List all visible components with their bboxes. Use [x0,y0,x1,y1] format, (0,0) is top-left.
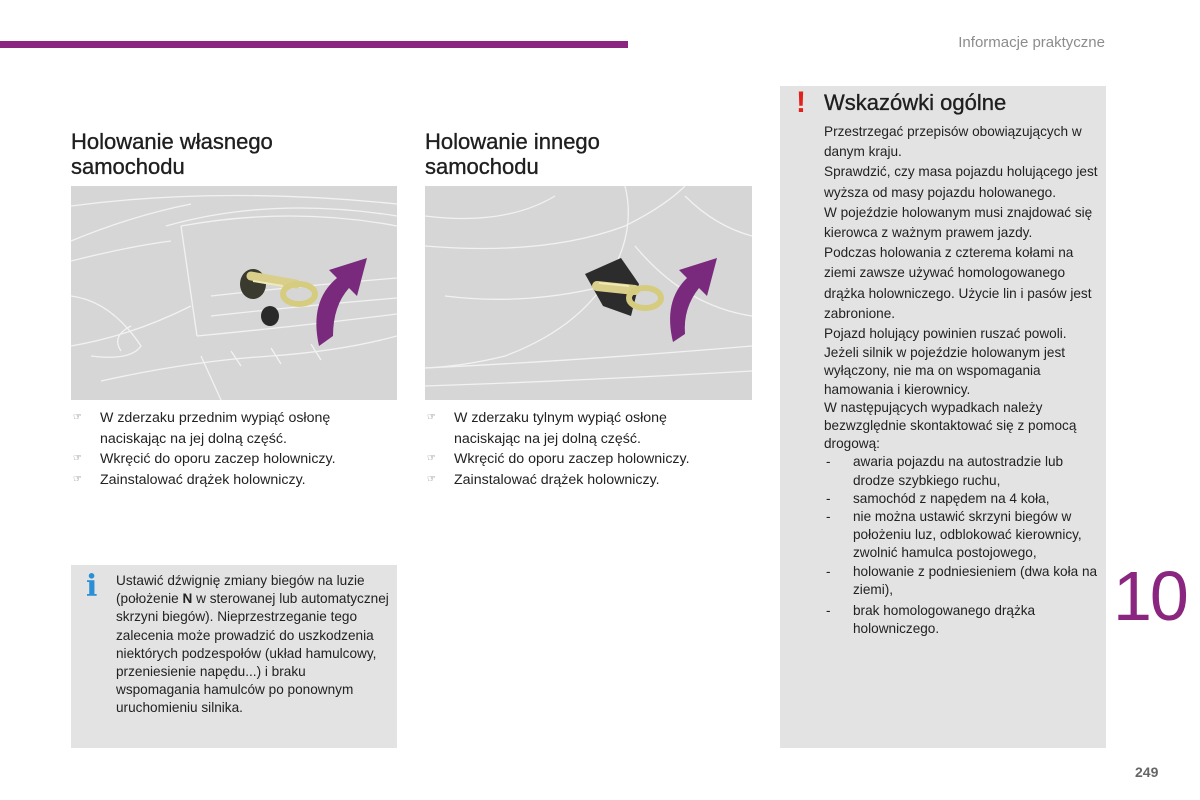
list-item: - awaria pojazdu na autostradzie lub drodze szybkiego ruchu, [826,454,1064,488]
gear-position-n: N [182,591,193,607]
list-item: ☞ W zderzaku tylnym wypiąć osłonę [425,408,735,429]
chapter-number: 10 [1113,557,1187,635]
left-steps-list [71,408,381,490]
list-item: naciskając na jej dolną część. [100,430,287,447]
roadside-assistance-cases [824,453,1102,638]
middle-steps-list [425,408,735,490]
direction-arrow-icon [670,258,717,342]
left-column-title [71,129,273,179]
hand-bullet-icon: ☞ [73,412,82,423]
hand-bullet-icon: ☞ [427,473,436,485]
front-bumper-illustration [71,186,397,400]
rear-bumper-drawing [425,186,752,400]
advice-paragraph: W następujących wypadkach należy bezwzględnie skontaktować się z pomocą drogową: [824,399,1077,452]
list-item: - nie można ustawić skrzyni biegów w położeniu luz, odblokować kierownicy, zwolnić hamulca postojowego, [826,509,1082,561]
warning-exclamation-icon: ! [796,86,806,119]
rear-bumper-illustration [425,186,752,400]
hand-bullet-icon: ☞ [427,412,436,423]
list-item: naciskając na jej dolną część. [454,430,641,447]
info-note-text: Ustawić dźwignię zmiany biegów na luzie (położenie N w sterowanej lub automatycznej skrzyni biegów). Nieprzestrzeganie tego zalecenia może prowadzić do uszkodzenia niektórych podzespołów (układ hamulcowy, przeniesienie napędu...) i braku wspomagania hamulców po ponownym uruchomieniu silnika. [116,573,389,716]
middle-title-line2: samochodu [425,154,539,179]
list-item: ☞ W zderzaku przednim wypiąć osłonę [71,408,381,429]
info-note-box [71,565,397,748]
list-item: ☞ Wkręcić do oporu zaczep holowniczy. [425,449,735,470]
hand-bullet-icon: ☞ [427,453,436,464]
tow-eye-icon [585,258,661,316]
advice-paragraph: Jeżeli silnik w pojeździe holowanym jest wyłączony, nie ma on wspomagania hamowania i kierownicy. [824,345,1066,397]
middle-title-line1: Holowanie innego [425,129,600,154]
list-item: - holowanie z podniesieniem (dwa koła na ziemi), [826,563,1098,597]
hand-bullet-icon: ☞ [73,453,82,464]
chapter-color-bar [0,41,628,48]
advice-paragraph: Przestrzegać przepisów obowiązujących w danym kraju. [824,124,1082,160]
hand-bullet-icon: ☞ [73,473,82,485]
tow-eye-icon [240,269,315,326]
general-advice-body [824,122,1102,638]
left-title-line1: Holowanie własnego [71,129,273,154]
advice-paragraph: W pojeździe holowanym musi znajdować się kierowca z ważnym prawem jazdy. [824,204,1093,241]
direction-arrow-icon [316,258,367,346]
page-number: 249 [1135,764,1159,780]
list-item: ☞ Zainstalować drążek holowniczy. [71,470,381,491]
general-advice-title: Wskazówki ogólne [824,90,1007,115]
advice-paragraph: Pojazd holujący powinien ruszać powoli. [824,326,1067,342]
advice-paragraph: Podczas holowania z czterema kołami na ziemi zawsze używać homologowanego drążka holowniczego. Użycie lin i pasów jest zabronione. [824,245,1092,321]
middle-column-title [425,129,600,179]
list-item: - samochód z napędem na 4 koła, [826,490,1050,506]
info-icon: i [86,569,98,604]
list-item: - brak homologowanego drążka holowniczego. [826,603,1036,637]
general-advice-box [780,86,1106,748]
section-header: Informacje praktyczne [958,34,1105,51]
list-item: ☞ Zainstalować drążek holowniczy. [425,470,735,491]
left-title-line2: samochodu [71,154,185,179]
front-bumper-drawing [71,186,397,400]
list-item: ☞ Wkręcić do oporu zaczep holowniczy. [71,449,381,470]
advice-paragraph: Sprawdzić, czy masa pojazdu holującego jest wyższa od masy pojazdu holowanego. [824,164,1098,200]
